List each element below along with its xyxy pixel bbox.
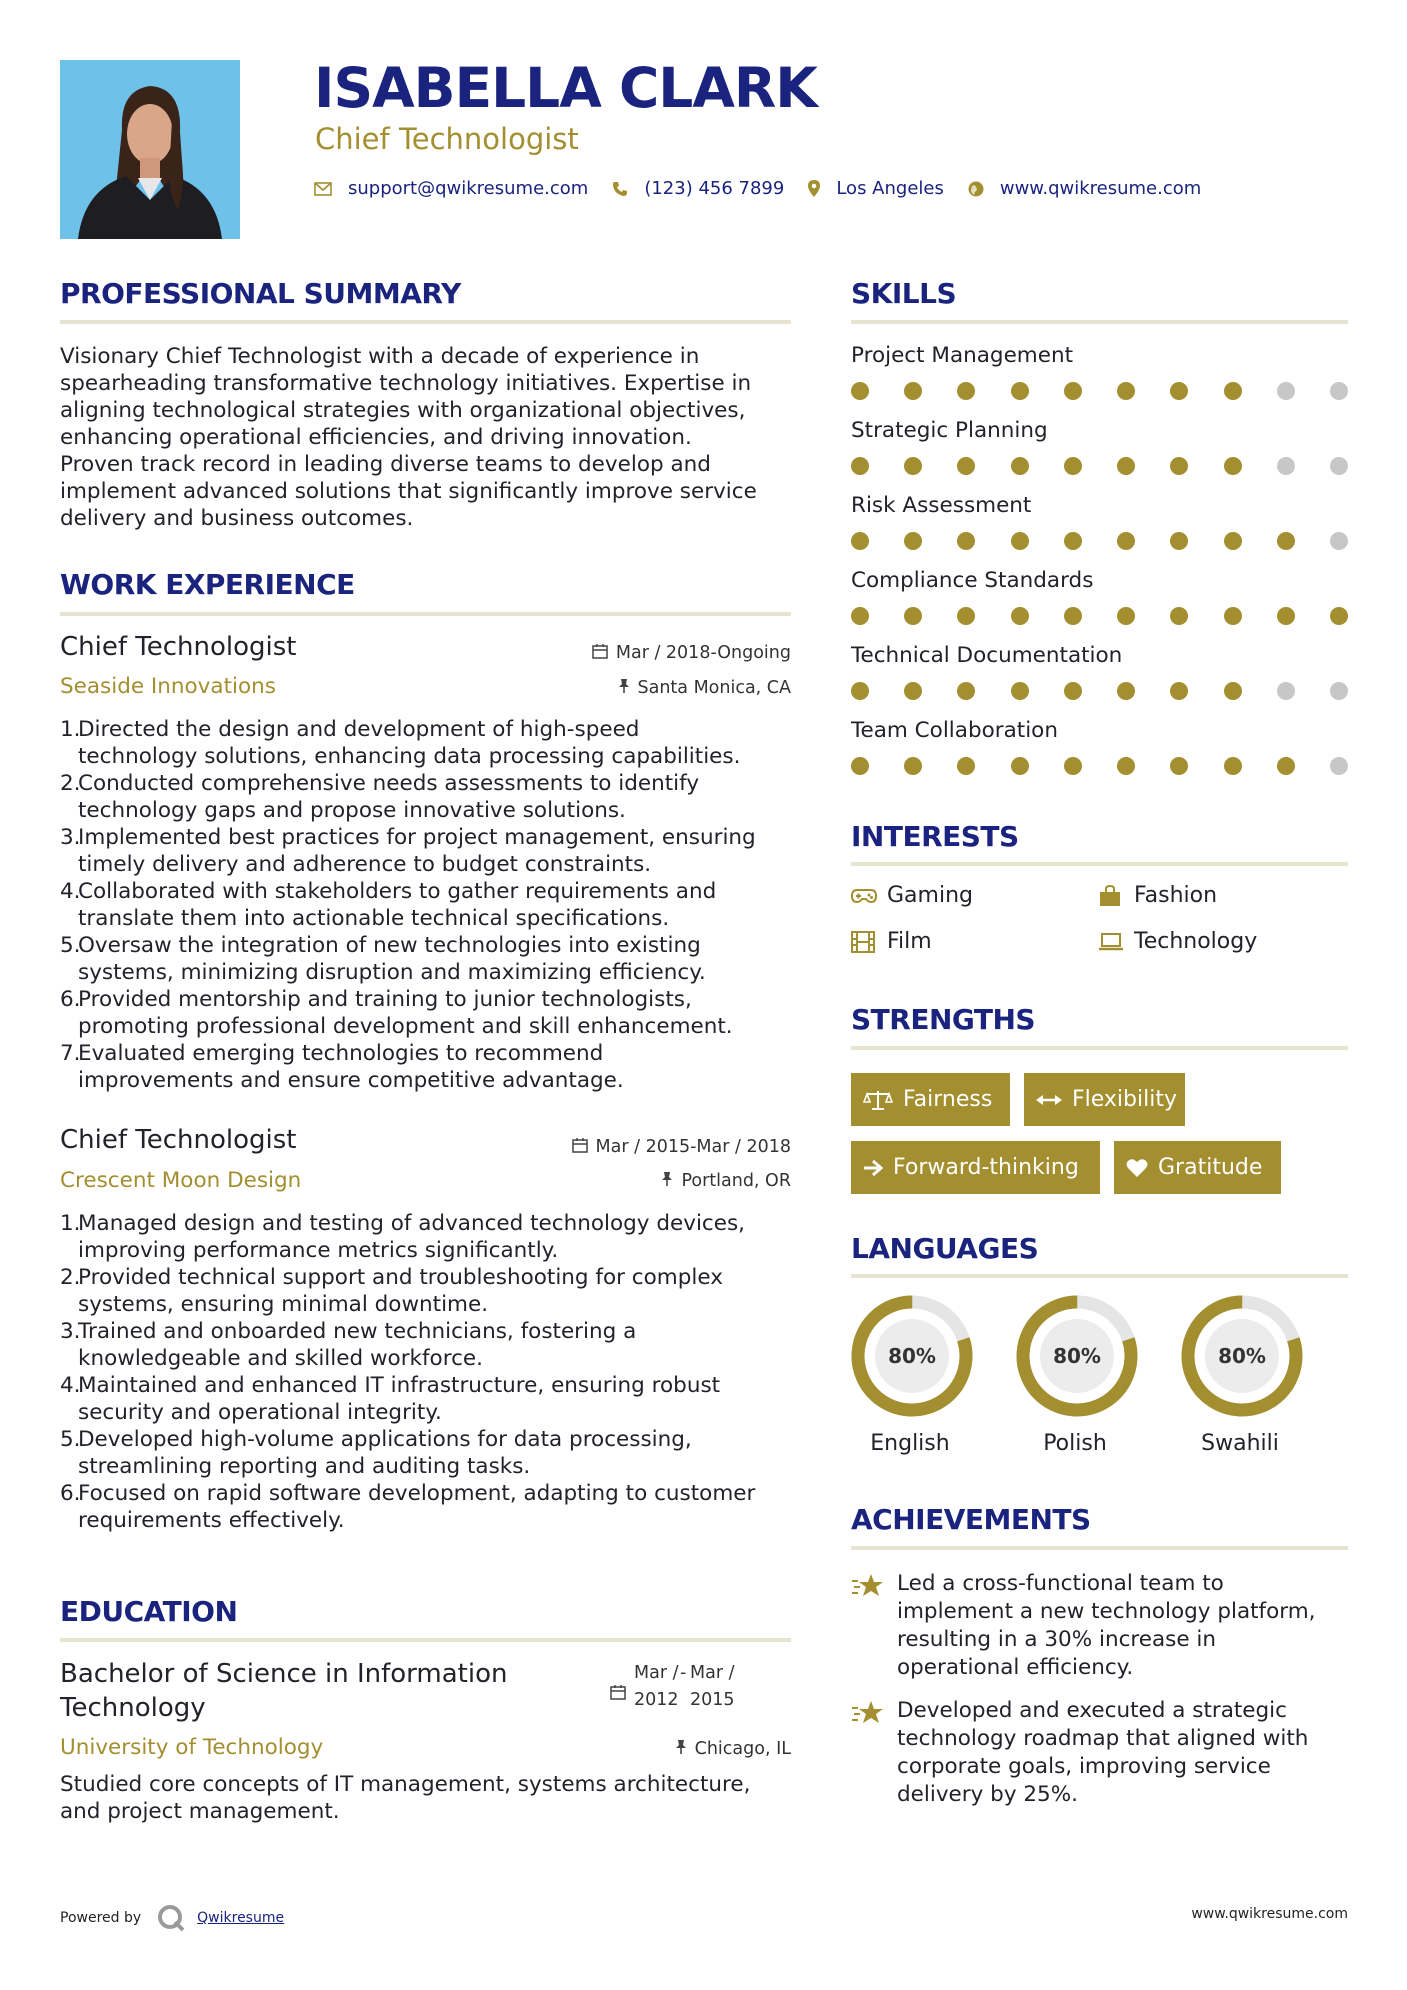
calendar-icon bbox=[572, 1137, 588, 1157]
job-date bbox=[592, 643, 791, 663]
section-divider bbox=[851, 320, 1348, 324]
skill-dot-filled bbox=[851, 457, 869, 475]
interest-item bbox=[851, 883, 973, 908]
skill-dot-filled bbox=[1011, 607, 1029, 625]
skill-dot-filled bbox=[1117, 532, 1135, 550]
skill-dot-filled bbox=[1170, 532, 1188, 550]
degree-line: Bachelor of Science in Information bbox=[60, 1659, 508, 1689]
calendar-icon bbox=[610, 1660, 626, 1714]
heart-icon bbox=[1126, 1158, 1148, 1178]
star-icon bbox=[851, 1697, 897, 1809]
interest-item bbox=[851, 929, 932, 954]
skill-dot-filled bbox=[1011, 382, 1029, 400]
laptop-icon bbox=[1098, 932, 1126, 952]
interest-label: Film bbox=[887, 929, 932, 954]
pin-icon bbox=[618, 678, 630, 698]
skill-dot-filled bbox=[1117, 457, 1135, 475]
candidate-name: ISABELLA CLARK bbox=[314, 56, 817, 120]
achievement-item bbox=[851, 1697, 1348, 1809]
summary-line: delivery and business outcomes. bbox=[60, 506, 414, 531]
interest-item bbox=[1098, 929, 1257, 954]
skill-dot-filled bbox=[1170, 757, 1188, 775]
section-divider bbox=[60, 1638, 791, 1642]
section-divider bbox=[851, 1274, 1348, 1278]
skill-name: Compliance Standards bbox=[851, 568, 1094, 593]
education-date bbox=[610, 1660, 735, 1714]
skill-dot-empty bbox=[1330, 382, 1348, 400]
language-name: English bbox=[870, 1431, 950, 1456]
gauge-label: 80% bbox=[1053, 1344, 1101, 1368]
arrows-horizontal-icon bbox=[1036, 1093, 1062, 1107]
strength-chip bbox=[851, 1073, 1010, 1126]
skill-dot-filled bbox=[851, 682, 869, 700]
strength-label: Flexibility bbox=[1072, 1087, 1177, 1112]
skill-dot-filled bbox=[1170, 382, 1188, 400]
strength-chip bbox=[1024, 1073, 1185, 1126]
skill-dot-filled bbox=[1170, 457, 1188, 475]
list-item: 3. Implemented best practices for project management, ensuring timely delivery and adherence to budget constraints. bbox=[60, 825, 756, 877]
job-location-text: Portland, OR bbox=[681, 1171, 791, 1191]
skill-dot-filled bbox=[851, 382, 869, 400]
summary-text bbox=[60, 343, 795, 532]
skill-name: Technical Documentation bbox=[851, 643, 1123, 668]
phone-text[interactable]: (123) 456 7899 bbox=[644, 178, 785, 199]
list-item: 2. Provided technical support and troubleshooting for complex systems, ensuring minimal downtime. bbox=[60, 1265, 723, 1317]
skill-rating bbox=[851, 682, 1348, 700]
strength-label: Fairness bbox=[903, 1087, 993, 1112]
skill-dot-filled bbox=[904, 532, 922, 550]
job-date-text: Mar / 2015-Mar / 2018 bbox=[595, 1137, 791, 1157]
language-name: Swahili bbox=[1201, 1431, 1279, 1456]
gauge-label: 80% bbox=[888, 1344, 936, 1368]
skill-dot-filled bbox=[851, 532, 869, 550]
skill-dot-filled bbox=[904, 457, 922, 475]
location-text: Los Angeles bbox=[836, 178, 944, 199]
skill-dot-filled bbox=[904, 607, 922, 625]
skill-dot-filled bbox=[1011, 532, 1029, 550]
skill-dot-filled bbox=[851, 607, 869, 625]
language-name: Polish bbox=[1043, 1431, 1107, 1456]
summary-line: Proven track record in leading diverse teams to develop and bbox=[60, 452, 711, 477]
interest-label: Gaming bbox=[887, 883, 973, 908]
skill-dot-filled bbox=[957, 382, 975, 400]
skill-dot-filled bbox=[1064, 757, 1082, 775]
skill-dot-empty bbox=[1330, 682, 1348, 700]
section-title-interests: INTERESTS bbox=[851, 820, 1019, 853]
skill-dot-filled bbox=[1224, 532, 1242, 550]
skill-dot-filled bbox=[1117, 682, 1135, 700]
skill-dot-filled bbox=[1011, 682, 1029, 700]
section-divider bbox=[851, 862, 1348, 866]
summary-line: aligning technological strategies with organizational objectives, bbox=[60, 398, 746, 423]
skill-dot-filled bbox=[904, 757, 922, 775]
job-location bbox=[618, 678, 792, 698]
envelope-icon bbox=[314, 182, 332, 196]
list-item: 3. Trained and onboarded new technicians, fostering a knowledgeable and skilled workforce. bbox=[60, 1319, 637, 1371]
section-divider bbox=[60, 612, 791, 616]
strength-chip bbox=[1114, 1141, 1281, 1194]
section-title-achievements: ACHIEVEMENTS bbox=[851, 1503, 1091, 1536]
section-divider bbox=[60, 320, 791, 324]
skill-dot-empty bbox=[1330, 457, 1348, 475]
pin-icon bbox=[661, 1171, 673, 1191]
skill-dot-filled bbox=[1170, 682, 1188, 700]
skill-dot-filled bbox=[1011, 757, 1029, 775]
skill-dot-filled bbox=[1224, 607, 1242, 625]
strength-label: Forward-thinking bbox=[893, 1155, 1079, 1180]
candidate-title: Chief Technologist bbox=[315, 122, 579, 156]
skill-dot-filled bbox=[1277, 607, 1295, 625]
skill-dot-filled bbox=[1224, 457, 1242, 475]
skill-dot-empty bbox=[1330, 757, 1348, 775]
skill-dot-filled bbox=[904, 682, 922, 700]
list-item: 4. Maintained and enhanced IT infrastructure, ensuring robust security and operational integrity. bbox=[60, 1373, 721, 1425]
gauge-label: 80% bbox=[1218, 1344, 1266, 1368]
section-title-summary: PROFESSIONAL SUMMARY bbox=[60, 277, 461, 310]
footer-website[interactable]: www.qwikresume.com bbox=[1191, 1906, 1348, 1922]
edu-date-sep: - bbox=[680, 1663, 687, 1683]
skill-dot-filled bbox=[1224, 382, 1242, 400]
job-location bbox=[661, 1171, 791, 1191]
shopping-bag-icon bbox=[1098, 885, 1126, 907]
job-company: Seaside Innovations bbox=[60, 674, 276, 699]
map-marker-icon bbox=[808, 180, 820, 197]
skill-dot-filled bbox=[1170, 607, 1188, 625]
skill-dot-filled bbox=[1064, 532, 1082, 550]
contact-bar bbox=[314, 178, 1225, 199]
skill-dot-empty bbox=[1330, 532, 1348, 550]
email-link[interactable]: support@qwikresume.com bbox=[348, 178, 589, 199]
section-title-education: EDUCATION bbox=[60, 1595, 238, 1628]
skill-name: Project Management bbox=[851, 343, 1074, 368]
strength-chip bbox=[851, 1141, 1100, 1194]
interest-label: Technology bbox=[1134, 929, 1258, 954]
skill-name: Team Collaboration bbox=[851, 718, 1058, 743]
strength-label: Gratitude bbox=[1158, 1155, 1263, 1180]
achievement-text: Developed and executed a strategic technology roadmap that aligned with corporate goals, improving service delivery by 25%. bbox=[897, 1698, 1309, 1807]
balance-scale-icon bbox=[863, 1089, 893, 1111]
list-item: 2. Conducted comprehensive needs assessments to identify technology gaps and propose innovative solutions. bbox=[60, 771, 700, 823]
list-item: 1. Directed the design and development of high-speed technology solutions, enhancing data processing capabilities. bbox=[60, 717, 741, 769]
profile-photo bbox=[60, 60, 240, 239]
section-title-skills: SKILLS bbox=[851, 277, 957, 310]
skill-rating bbox=[851, 607, 1348, 625]
section-title-strengths: STRENGTHS bbox=[851, 1003, 1036, 1036]
skill-dot-filled bbox=[1117, 607, 1135, 625]
job-title: Chief Technologist bbox=[60, 632, 297, 662]
section-divider bbox=[851, 1046, 1348, 1050]
school-name: University of Technology bbox=[60, 1735, 324, 1760]
list-item: 5. Oversaw the integration of new technologies into existing systems, minimizing disruption and maximizing efficiency. bbox=[60, 933, 706, 985]
job-date bbox=[572, 1137, 791, 1157]
education-location-text: Chicago, IL bbox=[694, 1739, 791, 1759]
website-link[interactable]: www.qwikresume.com bbox=[999, 178, 1202, 199]
interest-item bbox=[1098, 883, 1217, 908]
section-title-experience: WORK EXPERIENCE bbox=[60, 568, 355, 601]
job-bullets bbox=[60, 716, 800, 1094]
skill-dot-filled bbox=[957, 757, 975, 775]
achievement-item bbox=[851, 1570, 1348, 1682]
skill-rating bbox=[851, 532, 1348, 550]
skill-dot-filled bbox=[957, 457, 975, 475]
skill-dot-filled bbox=[1277, 532, 1295, 550]
list-item: 5. Developed high-volume applications for data processing, streamlining reporting and auditing tasks. bbox=[60, 1427, 692, 1479]
edu-date-end: Mar / 2015 bbox=[690, 1663, 735, 1710]
skill-rating bbox=[851, 382, 1348, 400]
degree-line: Technology bbox=[60, 1693, 206, 1723]
pin-icon bbox=[675, 1739, 687, 1759]
list-item: 7. Evaluated emerging technologies to recommend improvements and ensure competitive advantage. bbox=[60, 1041, 624, 1093]
skill-dot-filled bbox=[957, 532, 975, 550]
skill-dot-filled bbox=[1011, 457, 1029, 475]
job-bullets bbox=[60, 1210, 800, 1534]
skill-dot-filled bbox=[1117, 757, 1135, 775]
star-icon bbox=[851, 1570, 897, 1682]
list-item: 1. Managed design and testing of advanced technology devices, improving performance metrics significantly. bbox=[60, 1211, 746, 1263]
skill-name: Strategic Planning bbox=[851, 418, 1048, 443]
profile-photo-art bbox=[60, 60, 240, 239]
education-location bbox=[675, 1739, 791, 1759]
job-location-text: Santa Monica, CA bbox=[637, 678, 791, 698]
qwikresume-logo-icon bbox=[157, 1904, 185, 1932]
skill-dot-filled bbox=[1064, 457, 1082, 475]
skill-dot-empty bbox=[1277, 682, 1295, 700]
job-company: Crescent Moon Design bbox=[60, 1168, 302, 1193]
skill-dot-filled bbox=[957, 682, 975, 700]
summary-line: implement advanced solutions that significantly improve service bbox=[60, 479, 757, 504]
qwikresume-link[interactable]: Qwikresume bbox=[197, 1910, 285, 1926]
footer-powered-by bbox=[60, 1904, 284, 1932]
skill-dot-filled bbox=[1064, 682, 1082, 700]
skill-dot-empty bbox=[1277, 457, 1295, 475]
interest-label: Fashion bbox=[1134, 883, 1218, 908]
phone-icon bbox=[612, 181, 628, 197]
skill-dot-filled bbox=[1224, 682, 1242, 700]
skill-dot-filled bbox=[1064, 607, 1082, 625]
section-divider bbox=[851, 1546, 1348, 1550]
list-item: 6. Provided mentorship and training to junior technologists, promoting professional development and skill enhancement. bbox=[60, 987, 733, 1039]
globe-icon bbox=[968, 181, 984, 197]
skill-dot-filled bbox=[1277, 757, 1295, 775]
education-description: Studied core concepts of IT management, systems architecture, and project management. bbox=[60, 1772, 751, 1824]
degree-title bbox=[60, 1657, 507, 1725]
arrow-right-icon bbox=[863, 1159, 883, 1177]
job-date-text: Mar / 2018-Ongoing bbox=[615, 643, 791, 663]
skill-dot-filled bbox=[1117, 382, 1135, 400]
skill-dot-filled bbox=[1330, 607, 1348, 625]
section-title-languages: LANGUAGES bbox=[851, 1232, 1039, 1265]
list-item: 4. Collaborated with stakeholders to gather requirements and translate them into actionable technical specifications. bbox=[60, 879, 717, 931]
skill-dot-filled bbox=[1224, 757, 1242, 775]
gamepad-icon bbox=[851, 888, 879, 904]
skill-rating bbox=[851, 457, 1348, 475]
skill-dot-filled bbox=[957, 607, 975, 625]
achievement-text: Led a cross-functional team to implement a new technology platform, resulting in a 30% increase in operational efficiency. bbox=[897, 1571, 1316, 1680]
job-title: Chief Technologist bbox=[60, 1125, 297, 1155]
powered-by-text: Powered by bbox=[60, 1910, 142, 1926]
skill-rating bbox=[851, 757, 1348, 775]
language-gauge bbox=[1178, 1292, 1306, 1420]
skill-dot-filled bbox=[1064, 382, 1082, 400]
skill-dot-empty bbox=[1277, 382, 1295, 400]
language-gauge bbox=[1013, 1292, 1141, 1420]
skill-name: Risk Assessment bbox=[851, 493, 1032, 518]
skill-dot-filled bbox=[904, 382, 922, 400]
summary-line: spearheading transformative technology initiatives. Expertise in bbox=[60, 371, 752, 396]
list-item: 6. Focused on rapid software development, adapting to customer requirements effectively. bbox=[60, 1481, 756, 1533]
film-icon bbox=[851, 931, 879, 953]
skill-dot-filled bbox=[851, 757, 869, 775]
summary-line: Visionary Chief Technologist with a decade of experience in bbox=[60, 344, 700, 369]
language-gauge bbox=[848, 1292, 976, 1420]
summary-line: enhancing operational efficiencies, and driving innovation. bbox=[60, 425, 692, 450]
calendar-icon bbox=[592, 643, 608, 663]
edu-date-start: Mar / 2012 bbox=[634, 1663, 679, 1710]
